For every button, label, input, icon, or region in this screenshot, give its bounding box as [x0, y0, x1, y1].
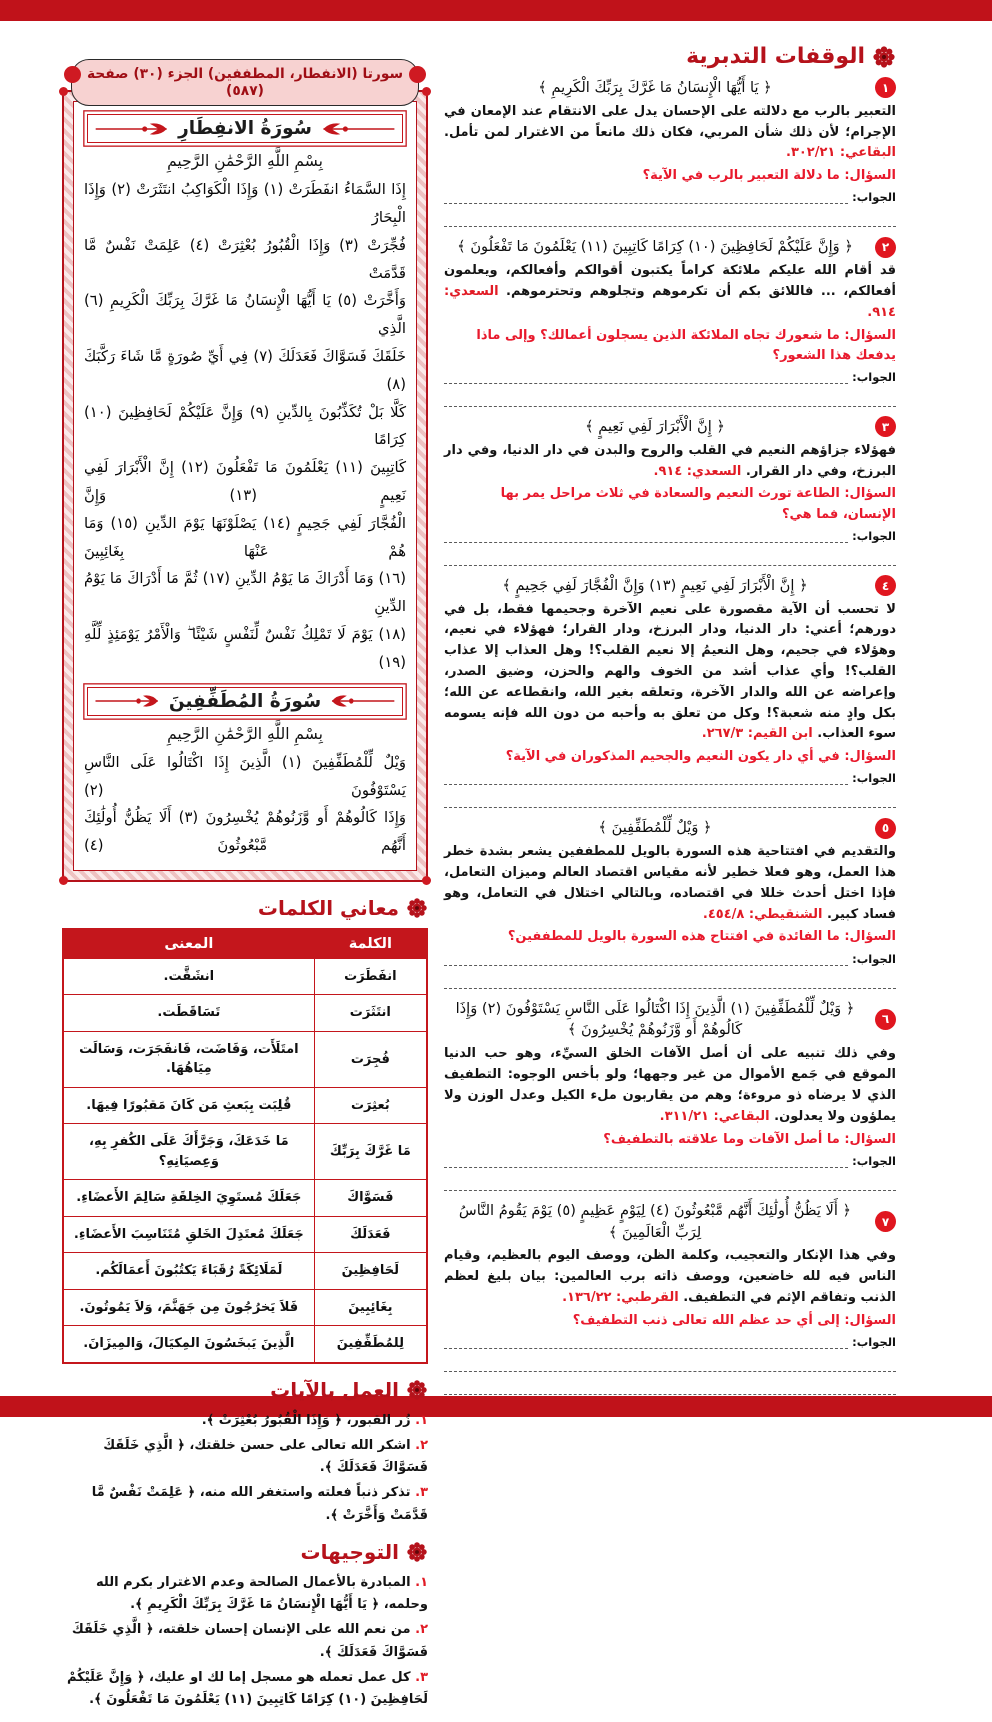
word-meanings-table	[62, 928, 428, 1364]
source-reference: البقاعي: ٣١١/٢١.	[659, 1108, 770, 1124]
flourish-ornament	[320, 122, 396, 136]
commentary-text	[444, 102, 896, 164]
surah-title-box	[87, 114, 403, 143]
top-red-band	[0, 0, 992, 21]
item-number-badge: ١	[875, 77, 896, 98]
tadabbur-item	[444, 77, 896, 227]
quran-page	[62, 44, 428, 882]
tadabbur-item	[444, 416, 896, 566]
table-row	[63, 1289, 427, 1326]
question-text: السؤال: ما أصل الآفات وما علاقته بالتطفيف؟	[603, 1131, 896, 1147]
answer-blank-line	[444, 190, 848, 204]
meaning-cell: قُلِبَت بِبَعثِ مَن كَانَ مَقبُورًا فِيهَا.	[63, 1087, 314, 1124]
tadabbur-item	[444, 1200, 896, 1395]
flourish-ornament	[94, 694, 161, 708]
item-text: تذكر ذنباً فعلته واستغفر الله منه، ﴿ عَلِمَتْ نَفْسٌ مَّا قَدَّمَتْ وَأَخَّرَتْ ﴾.	[91, 1485, 428, 1523]
meaning-cell: امتَلَأَت، وَفَاضَت، فَانفَجَرَت، وَسَالَت مِيَاهُهَا.	[63, 1031, 314, 1087]
item-text: زُر القبور، ﴿ وَإِذَا الْقُبُورُ بُعْثِرَتْ ﴾.	[201, 1412, 411, 1428]
table-row	[63, 995, 427, 1032]
table-row	[63, 1087, 427, 1124]
list-item	[62, 1482, 428, 1528]
question-text: السؤال: ما دلالة التعبير بالرب في الآية؟	[642, 168, 896, 184]
guidance-header	[62, 1540, 428, 1564]
guidance-list	[62, 1572, 428, 1713]
answer-blank-line	[444, 1335, 848, 1349]
word-cell: بِغَائِبِينَ	[314, 1289, 427, 1326]
meaning-cell: تَسَاقَطَت.	[63, 995, 314, 1032]
word-cell: لَحَافِظِينَ	[314, 1253, 427, 1290]
source-reference: السعدي: ٩١٤.	[653, 463, 742, 479]
answer-blank-line	[444, 1349, 896, 1372]
commentary-body: التعبير بالرب مع دلالته على الإحسان يدل على الانتقام عند الإمعان في الإجرام؛ لأن ذلك شأن المربي، فكان ذلك مانعاً من الاغترار لمن تأمل.	[444, 103, 896, 140]
frame-corner-dot	[59, 876, 68, 885]
table-row	[63, 1326, 427, 1363]
list-item	[62, 1435, 428, 1481]
answer-label: الجواب:	[852, 190, 896, 205]
table-row	[63, 958, 427, 995]
tadabbur-item	[444, 998, 896, 1191]
item-text: كل عمل تعمله هو مسجل إما لك او عليك، ﴿ وَإِنَّ عَلَيْكُمْ لَحَافِظِينَ (١٠) كِرَامًا كَاتِبِينَ (١١) يَعْلَمُونَ مَا تَفْعَلُونَ ﴾.	[66, 1669, 428, 1708]
commentary-body: قد أقام الله عليكم ملائكة كراماً يكتبون أقوالكم وأفعالكم، ويعلمون أفعالكم، ... فاللائق بكم أن تكرموهم وتجلوهم وتحترموهم.	[444, 263, 896, 300]
table-header-word: الكلمة	[314, 929, 427, 959]
meaning-cell: لَمَلَائِكَةً رُقَبَاءَ يَكتُبُونَ أَعمَالَكُم.	[63, 1253, 314, 1290]
verse-text: ﴿ إِنَّ الْأَبْرَارَ لَفِي نَعِيمٍ (١٣) وَإِنَّ الْفُجَّارَ لَفِي جَحِيمٍ ﴾	[502, 576, 808, 594]
answer-label: الجواب:	[852, 951, 896, 966]
table-row	[63, 1253, 427, 1290]
quran-line: الْفُجَّارَ لَفِي جَحِيمٍ (١٤) يَصْلَوْنَهَا يَوْمَ الدِّينِ (١٥) وَمَا هُمْ عَنْهَا بِغَائِبِينَ	[84, 514, 406, 560]
tadabbur-item	[444, 817, 896, 988]
meaning-cell: جَعَلَكَ مُستَوِيَ الخِلقَةِ سَالِمَ الأَعضَاءِ.	[63, 1180, 314, 1217]
question-text: السؤال: ما شعورك تجاه الملائكة الذين يسجلون أعمالك؟ وإلى ماذا يدفعك هذا الشعور؟	[476, 327, 896, 363]
commentary-text	[444, 441, 896, 483]
page-title: الوقفات التدبرية	[686, 44, 865, 69]
quran-line: خَلَقَكَ فَسَوَّاكَ فَعَدَلَكَ (٧) فِي أَيِّ صُورَةٍ مَّا شَاءَ رَكَّبَكَ (٨)	[84, 347, 406, 393]
commentary-body: وفي هذا الإنكار والتعجيب، وكلمة الظن، ووصف اليوم بالعظيم، وقيام الناس فيه لله خاضعين، ووصف ذاته برب العالمين: بيان بليغ لعظم الذنب وتفاقم الإثم في التطفيف.	[444, 1248, 896, 1306]
answer-blank-line	[444, 384, 896, 407]
action-title: العمل بالآيات	[270, 1377, 399, 1402]
answer-label: الجواب:	[852, 528, 896, 543]
answer-blank-line	[444, 1154, 848, 1168]
answer-blank-line	[444, 204, 896, 227]
word-cell: انتَثَرَت	[314, 995, 427, 1032]
answer-blank-line	[444, 771, 848, 785]
answer-blank-line	[444, 952, 848, 966]
source-reference: السعدي: ٩١٤.	[444, 284, 896, 320]
rosette-icon	[872, 45, 896, 69]
verse-text: ﴿ وَيْلٌ لِّلْمُطَفِّفِينَ (١) الَّذِينَ إِذَا اكْتَالُوا عَلَى النَّاسِ يَسْتَوْفُونَ (٢) وَإِذَا كَالُوهُمْ أَو وَّزَنُوهُمْ يُخْسِرُونَ ﴾	[455, 999, 855, 1039]
item-text: اشكر الله تعالى على حسن خلقتك، ﴿ الَّذِي خَلَقَكَ فَسَوَّاكَ فَعَدَلَكَ ﴾.	[103, 1437, 428, 1476]
commentary-body: لا تحسب أن الآية مقصورة على نعيم الآخرة وجحيمها فقط، بل في دورهم؛ أعني: دار الدنيا، ودار البرزخ، ودار القرار؛ فهؤلاء في نعيم، وهؤلاء في جحيم، وهل النعيمُ إلا نعيم القلب؟! وهل العذاب إلا عذاب القلب؟! وأي عذاب أشد من الخوف والهم والحزن، وضيق الصدر، وإعراضه عن الله والدار الآخرة، وتعلقه بغير الله، وانقطاعه عن الله؛ بكل وادٍ منه شعبة؟! وكل من تعلق به وأحبه من دون الله فإنه يسومه سوء العذاب.	[444, 601, 896, 742]
quran-verses	[84, 176, 406, 677]
verse-text: ﴿ وَإِنَّ عَلَيْكُمْ لَحَافِظِينَ (١٠) كِرَامًا كَاتِبِينَ (١١) يَعْلَمُونَ مَا تَفْعَلُونَ ﴾	[457, 238, 853, 256]
item-number: ١.	[415, 1574, 428, 1590]
quran-line: إِذَا السَّمَاءُ انفَطَرَتْ (١) وَإِذَا الْكَوَاكِبُ انتَثَرَتْ (٢) وَإِذَا الْبِحَارُ	[84, 181, 407, 226]
tadabbur-item	[444, 236, 896, 407]
quran-line: فُجِّرَتْ (٣) وَإِذَا الْقُبُورُ بُعْثِرَتْ (٤) عَلِمَتْ نَفْسٌ مَّا قَدَّمَتْ	[84, 236, 406, 282]
bismillah-text: بِسْمِ اللَّهِ الرَّحْمَٰنِ الرَّحِيمِ	[167, 152, 323, 171]
page-content	[58, 44, 896, 1722]
verse-text: ﴿ إِنَّ الْأَبْرَارَ لَفِي نَعِيمٍ ﴾	[585, 417, 725, 435]
source-reference: البقاعي: ٣٠٢/٢١.	[785, 145, 896, 161]
commentary-text	[444, 261, 896, 323]
word-cell: فَسَوَّاكَ	[314, 1180, 427, 1217]
quran-line: كَلَّا بَلْ تُكَذِّبُونَ بِالدِّينِ (٩) وَإِنَّ عَلَيْكُمْ لَحَافِظِينَ (١٠) كِرَامًا	[84, 403, 406, 449]
word-cell: مَا غَرَّكَ بِرَبِّكَ	[314, 1124, 427, 1180]
list-item	[62, 1619, 428, 1665]
surah-title: سُورَةُ المُطَفِّفِينَ	[168, 690, 322, 712]
question-text: السؤال: الطاعة تورث النعيم والسعادة في ثلاث مراحل يمر بها الإنسان، فما هي؟	[500, 486, 896, 522]
tadabbur-item	[444, 575, 896, 809]
meanings-title: معاني الكلمات	[257, 895, 399, 920]
tadabbur-header	[444, 44, 896, 69]
rosette-icon	[406, 897, 428, 919]
commentary-text	[444, 600, 896, 746]
quran-line: وَإِذَا كَالُوهُمْ أَو وَّزَنُوهُمْ يُخْسِرُونَ (٣) أَلَا يَظُنُّ أُولَٰئِكَ أَنَّهُم مَّبْعُوثُونَ (٤)	[84, 809, 406, 855]
answer-blank-line	[444, 1168, 896, 1191]
meanings-header	[62, 896, 428, 920]
commentary-body: والتقديم في افتتاحية هذه السورة بالويل للمطففين يشعر بشدة خطر هذا العمل، وهو فعلا خطير لأنه مقياس اقتصاد العالم وميزان التعامل، فإذا اختل أحدث خللا في اقتصاده، وبالتالي اختلال في التعامل، وهو فساد كبير.	[444, 844, 896, 922]
quran-frame	[62, 90, 428, 882]
commentary-text	[444, 1246, 896, 1308]
item-number: ٢.	[415, 1437, 428, 1453]
answer-blank-line	[444, 543, 896, 566]
table-row	[63, 1031, 427, 1087]
list-item	[62, 1572, 428, 1618]
list-item	[62, 1667, 428, 1713]
item-number: ٣.	[415, 1485, 428, 1501]
item-number-badge: ٧	[875, 1211, 896, 1232]
action-header	[62, 1378, 428, 1402]
word-cell: لِلمُطَفِّفِينَ	[314, 1326, 427, 1363]
item-number-badge: ٣	[875, 416, 896, 437]
source-reference: ابن القيم: ٢٦٧/٣.	[701, 726, 813, 742]
bismillah-text: بِسْمِ اللَّهِ الرَّحْمَٰنِ الرَّحِيمِ	[167, 724, 323, 743]
rosette-icon	[406, 1379, 428, 1401]
word-cell: فَعَدَلَكَ	[314, 1216, 427, 1253]
word-cell: بُعثِرَت	[314, 1087, 427, 1124]
source-reference: القرطبي: ١٣٦/٢٢.	[562, 1290, 679, 1306]
surah-title: سُورَةُ الانفِطَارِ	[178, 118, 312, 140]
answer-blank-line	[444, 529, 848, 543]
quran-line: كَاتِبِينَ (١١) يَعْلَمُونَ مَا تَفْعَلُونَ (١٢) إِنَّ الْأَبْرَارَ لَفِي نَعِيمٍ (١٣) وَإِنَّ	[84, 459, 407, 505]
tadabbur-column	[444, 44, 896, 1404]
verse-text: ﴿ وَيْلٌ لِّلْمُطَفِّفِينَ ﴾	[598, 819, 712, 837]
table-row	[63, 1124, 427, 1180]
banner-dot	[409, 66, 426, 83]
answer-label: الجواب:	[852, 1153, 896, 1168]
rosette-icon	[406, 1541, 428, 1563]
table-row	[63, 1216, 427, 1253]
flourish-ornament	[94, 122, 170, 136]
table-row	[63, 1180, 427, 1217]
question-text: السؤال: ما الفائدة في افتتاح هذه السورة بالويل للمطففين؟	[507, 929, 896, 945]
action-list	[62, 1410, 428, 1528]
commentary-text	[444, 1044, 896, 1127]
answer-label: الجواب:	[852, 1335, 896, 1349]
verse-text: ﴿ يَا أَيُّهَا الْإِنسَانُ مَا غَرَّكَ بِرَبِّكَ الْكَرِيمِ ﴾	[538, 79, 772, 96]
meaning-cell: جَعَلَكَ مُعتَدِلَ الخَلقِ مُتَنَاسِبَ الأَعضَاءِ.	[63, 1216, 314, 1253]
frame-corner-dot	[59, 87, 68, 96]
item-number-badge: ٤	[875, 575, 896, 596]
answer-blank-line	[444, 785, 896, 808]
verse-text: ﴿ أَلَا يَظُنُّ أُولَٰئِكَ أَنَّهُم مَّبْعُوثُونَ (٤) لِيَوْمٍ عَظِيمٍ (٥) يَوْمَ يَقُومُ النَّاسُ لِرَبِّ الْعَالَمِينَ ﴾	[458, 1201, 852, 1241]
item-number: ٣.	[415, 1669, 428, 1685]
meaning-cell: انشَقَّت.	[63, 958, 314, 995]
source-reference: الشنقيطي: ٤٥٤/٨.	[702, 906, 823, 922]
left-column	[62, 44, 428, 1722]
item-number-badge: ٦	[875, 1009, 896, 1030]
flourish-ornament	[329, 694, 396, 708]
guidance-title: التوجيهات	[300, 1539, 399, 1564]
answer-label: الجواب:	[852, 771, 896, 786]
answer-blank-line	[444, 1372, 896, 1395]
answer-blank-line	[444, 966, 896, 989]
word-cell: فُجِرَت	[314, 1031, 427, 1087]
word-cell: انفَطَرَت	[314, 958, 427, 995]
item-number-badge: ٢	[875, 237, 896, 258]
item-number: ١.	[415, 1412, 428, 1428]
quran-line: وَأَخَّرَتْ (٥) يَا أَيُّهَا الْإِنسَانُ مَا غَرَّكَ بِرَبِّكَ الْكَرِيمِ (٦) الَّذِي	[84, 292, 406, 338]
question-text: السؤال: في أي دار يكون النعيم والجحيم المذكوران في الآية؟	[505, 749, 896, 765]
commentary-body: فهؤلاء جزاؤهم النعيم في القلب والروح والبدن في دار الدنيا، وفي دار البرزخ، وفي دار القرار.	[444, 442, 896, 479]
banner-dot	[64, 66, 81, 83]
quran-verses	[84, 749, 406, 860]
item-number-badge: ٥	[875, 818, 896, 839]
item-number: ٢.	[415, 1622, 428, 1638]
item-text: المبادرة بالأعمال الصالحة وعدم الاغترار بكرم الله وحلمه، ﴿ يَا أَيُّهَا الْإِنسَانُ مَا غَرَّكَ بِرَبِّكَ الْكَرِيمِ ﴾.	[96, 1574, 428, 1613]
table-header-meaning: المعنى	[63, 929, 314, 959]
surah-title-box	[87, 687, 403, 716]
question-text: السؤال: إلى أي حد عظم الله تعالى ذنب التطفيف؟	[572, 1312, 896, 1328]
surah-page-banner: سورتا (الانفطار، المطففين) الجزء (٣٠) صفحة (٥٨٧)	[71, 59, 419, 106]
item-text: من نعم الله على الإنسان إحسان خلقته، ﴿ الَّذِي خَلَقَكَ فَسَوَّاكَ فَعَدَلَكَ ﴾.	[71, 1622, 428, 1660]
meaning-cell: مَا خَدَعَكَ، وَجَرَّأَكَ عَلَى الكُفرِ بِهِ، وَعِصيَانِهِ؟	[63, 1124, 314, 1180]
answer-blank-line	[444, 370, 848, 384]
quran-line: (١٦) وَمَا أَدْرَاكَ مَا يَوْمُ الدِّينِ (١٧) ثُمَّ مَا أَدْرَاكَ مَا يَوْمُ الدِّينِ	[84, 570, 406, 616]
list-item	[62, 1410, 428, 1433]
meaning-cell: فَلاَ يَخرُجُونَ مِن جَهَنَّمَ، وَلاَ يَمُوتُونَ.	[63, 1289, 314, 1326]
quran-line: (١٨) يَوْمَ لَا تَمْلِكُ نَفْسٌ لِّنَفْسٍ شَيْئًا ۖ وَالْأَمْرُ يَوْمَئِذٍ لِّلَّهِ (١٩)	[84, 626, 406, 671]
meaning-cell: الَّذِينَ يَبخَسُونَ المِكيَالَ، وَالمِيزَانَ.	[63, 1326, 314, 1363]
commentary-text	[444, 842, 896, 925]
quran-line: وَيْلٌ لِّلْمُطَفِّفِينَ (١) الَّذِينَ إِذَا اكْتَالُوا عَلَى النَّاسِ يَسْتَوْفُونَ (٢)	[84, 753, 406, 799]
commentary-body: وفي ذلك تنبيه على أن أصل الآفات الخلق السيِّء، وهو حب الدنيا الموقع في جَمع الأموال من غير وجهها؛ ولو بأخس الوجوه: التطفيف الذي لا يرضاه ذو مروءة؛ وهم من يقاربون ملء الكيل وعدل الوزن ولا يملؤون ولا يعدلون.	[444, 1046, 896, 1124]
answer-label: الجواب:	[852, 369, 896, 384]
frame-corner-dot	[422, 87, 431, 96]
frame-corner-dot	[422, 876, 431, 885]
